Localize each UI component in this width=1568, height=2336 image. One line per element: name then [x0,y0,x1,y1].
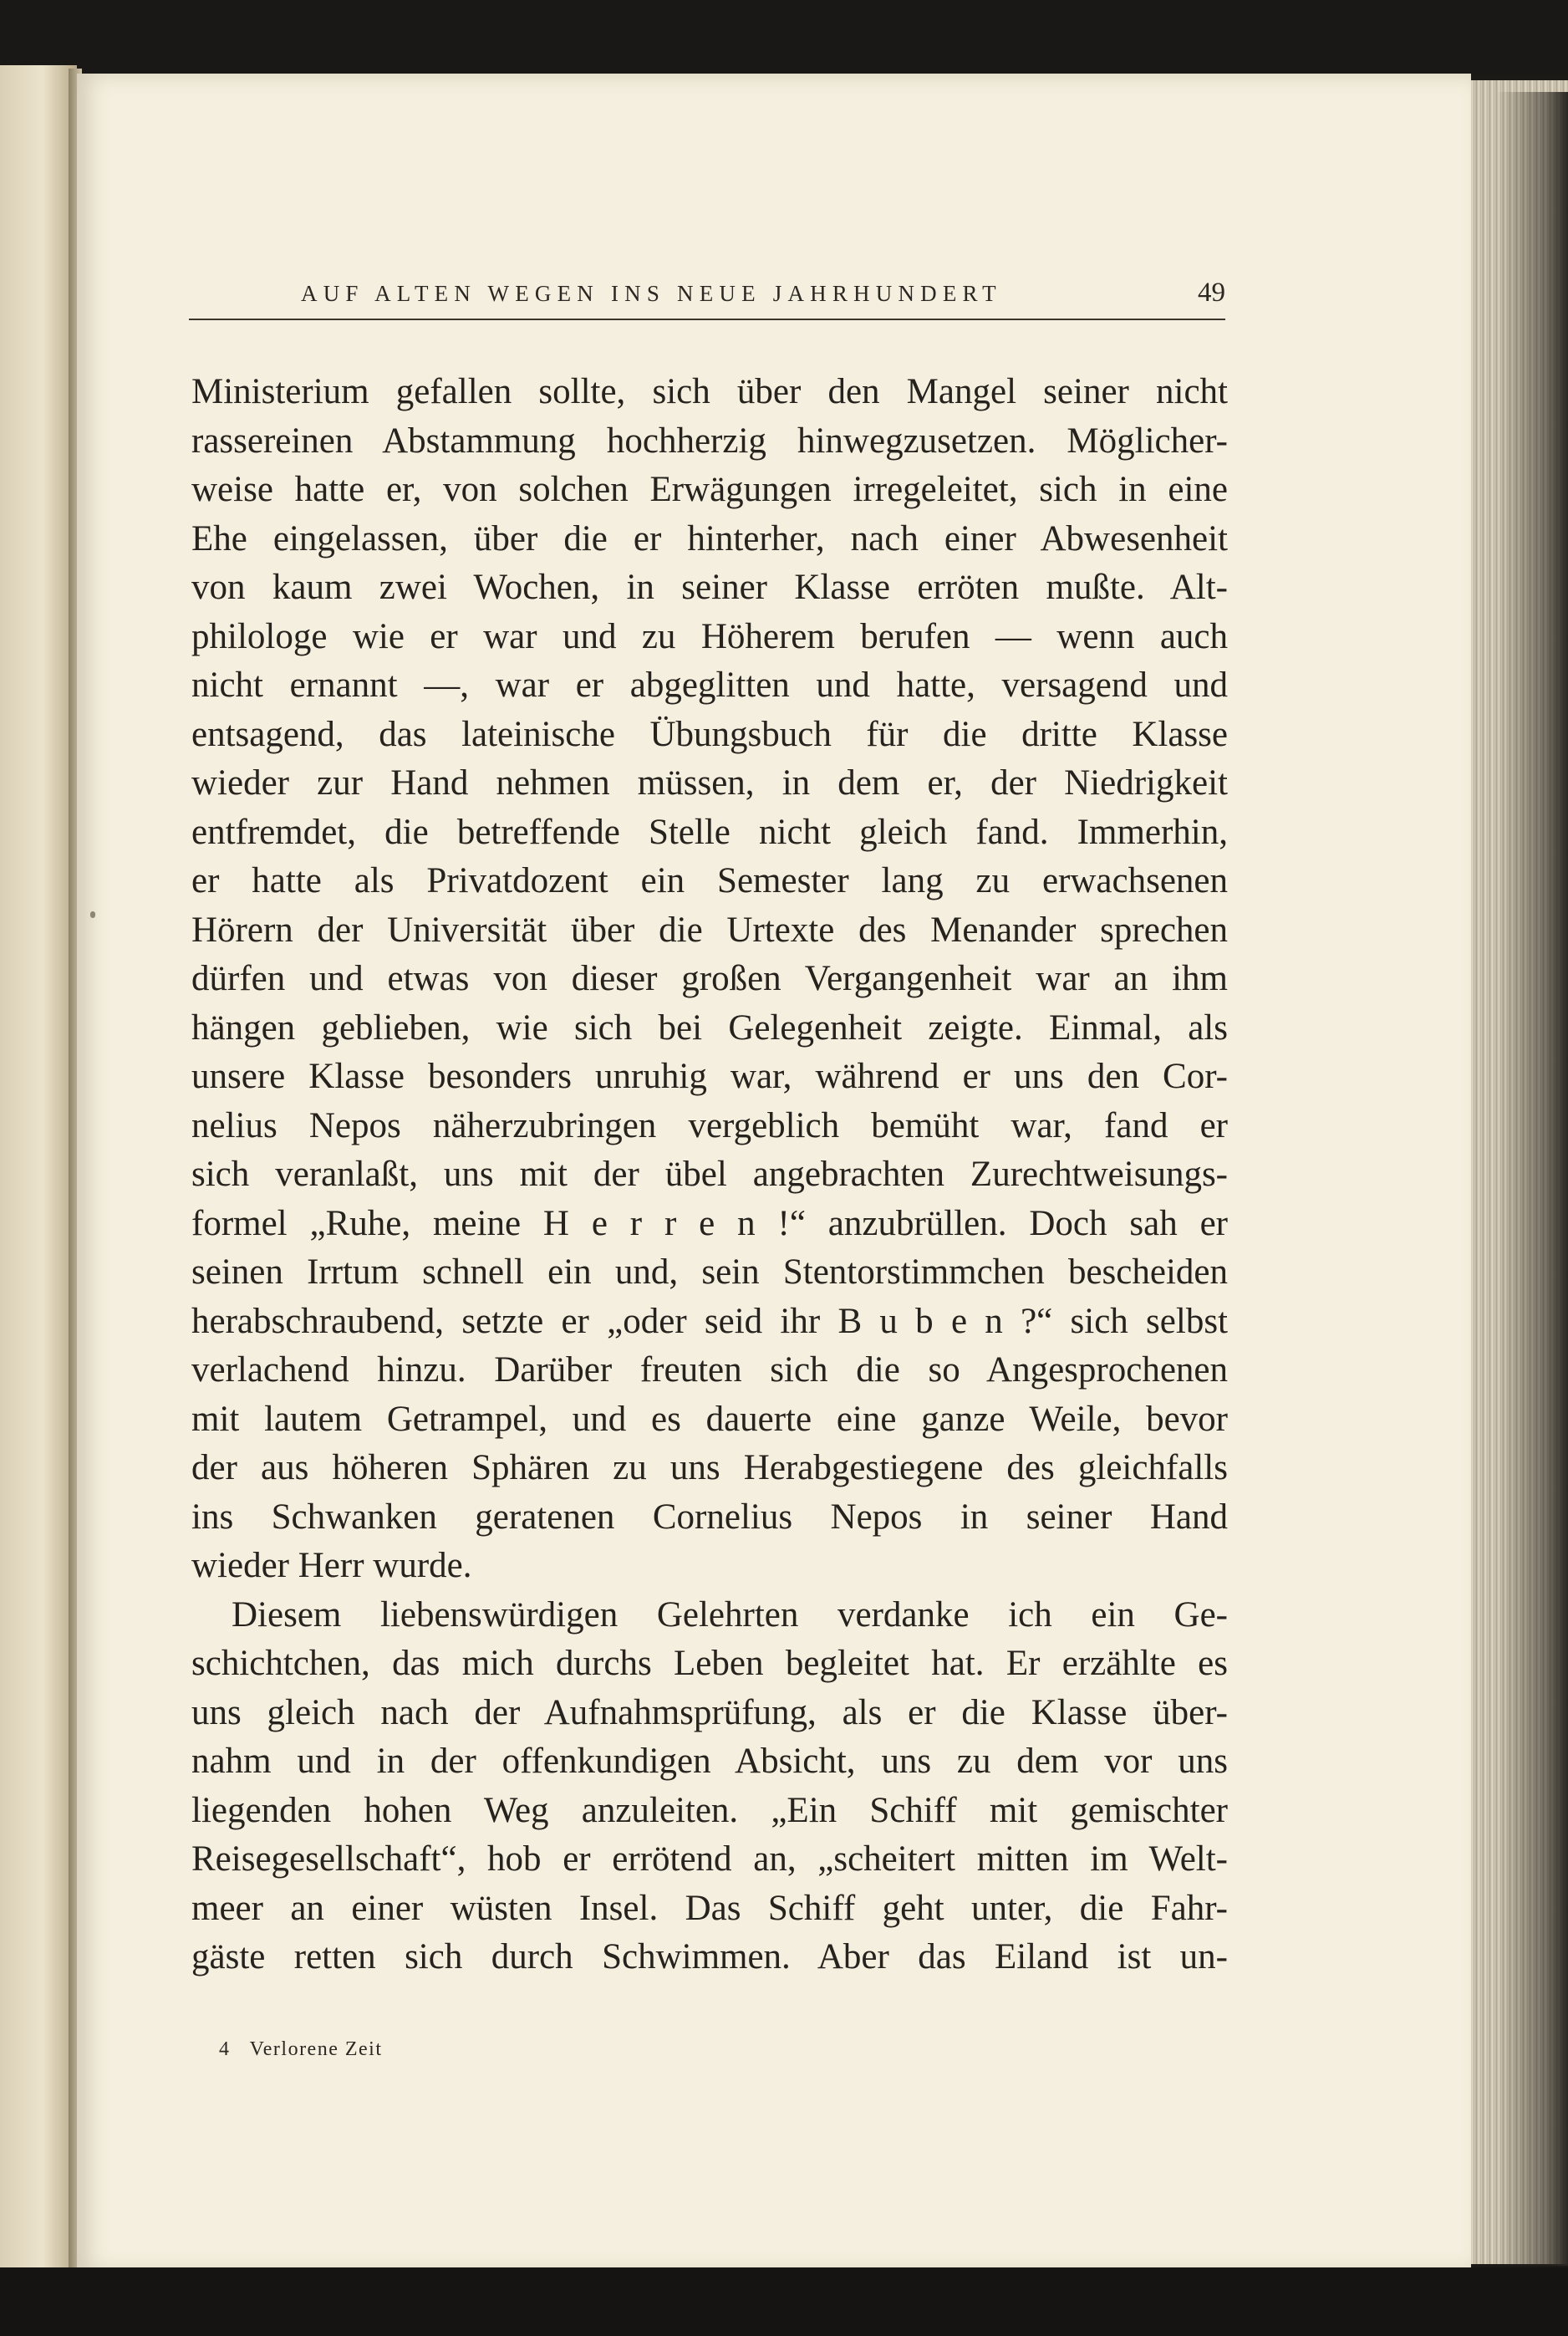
facing-page-edge [0,65,77,2272]
text-line: weise hatte er, von solchen Erwägungen irregeleitet, sich in eine [191,470,1228,509]
text-line: Hörern der Universität über die Urtexte des Menander sprechen [191,910,1228,950]
text-line: von kaum zwei Wochen, in seiner Klasse erröten mußte. Alt- [191,568,1228,607]
text-line: dürfen und etwas von dieser großen Vergangenheit war an ihm [191,959,1228,998]
text-line: hängen geblieben, wie sich bei Gelegenheit zeigte. Einmal, als [191,1007,1228,1048]
scan-background-top [0,0,1568,75]
text-line: ins Schwanken geratenen Cornelius Nepos in seiner Hand [191,1497,1228,1537]
text-line: rassereinen Abstammung hochherzig hinwegzusetzen. Möglicher- [191,421,1228,461]
text-line: nahm und in der offenkundigen Absicht, uns zu dem vor uns [191,1742,1228,1781]
text-line-paragraph-start: Diesem liebenswürdigen Gelehrten verdanke ich ein Ge- [232,1594,1228,1635]
paper-speck [90,911,95,918]
text-line: seinen Irrtum schnell ein und, sein Stentorstimmchen bescheiden [191,1252,1228,1292]
header-rule [189,319,1225,320]
text-line: verlachend hinzu. Darüber freuten sich die so Angesprochenen [191,1350,1228,1390]
text-line: herabschraubend, setzte er „oder seid ihr B u b e n ?“ sich selbst [191,1301,1228,1341]
text-line: unsere Klasse besonders unruhig war, während er uns den Cor- [191,1057,1228,1096]
text-line: sich veranlaßt, uns mit der übel angebrachten Zurechtweisungs- [191,1155,1228,1194]
scan-background-bottom [0,2267,1568,2336]
text-line: uns gleich nach der Aufnahmsprüfung, als er die Klasse über- [191,1692,1228,1732]
text-line: nicht ernannt —, war er abgeglitten und hatte, versagend und [191,666,1228,705]
text-line: gäste retten sich durch Schwimmen. Aber das Eiland ist un- [191,1937,1228,1976]
text-line: Reisegesellschaft“, hob er errötend an, „scheitert mitten im Welt- [191,1839,1228,1879]
text-line: er hatte als Privatdozent ein Semester lang zu erwachsenen [191,861,1228,900]
signature-mark [219,2038,383,2061]
text-line: der aus höheren Sphären zu uns Herabgestiegene des gleichfalls [191,1448,1228,1487]
body-text [191,368,1228,1982]
page-number: 49 [1198,278,1225,308]
text-line: Ehe eingelassen, über die er hinterher, nach einer Abwesenheit [191,518,1228,558]
running-title: AUF ALTEN WEGEN INS NEUE JAHRHUNDERT [301,281,1002,306]
text-line: entfremdet, die betreffende Stelle nicht gleich fand. Immerhin, [191,812,1228,852]
text-line: meer an einer wüsten Insel. Das Schiff geht unter, die Fahr- [191,1888,1228,1928]
text-line: nelius Nepos näherzubringen vergeblich bemüht war, fand er [191,1105,1228,1145]
text-line: liegenden hohen Weg anzuleiten. „Ein Schiff mit gemischter [191,1790,1228,1830]
text-line: entsagend, das lateinische Übungsbuch für die dritte Klasse [191,714,1228,754]
text-line: schichtchen, das mich durchs Leben begleitet hat. Er erzählte es [191,1644,1228,1683]
text-line: philologe wie er war und zu Höherem berufen — wenn auch [191,616,1228,656]
fore-edge-shadow [1496,92,1568,2266]
text-line: wieder zur Hand nehmen müssen, in dem er, der Niedrigkeit [191,763,1228,803]
signature-number: 4 [219,2038,231,2060]
text-line: Ministerium gefallen sollte, sich über den Mangel seiner nicht [191,372,1228,411]
text-line: mit lautem Getrampel, und es dauerte eine ganze Weile, bevor [191,1399,1228,1439]
text-line-paragraph-end: wieder Herr wurde. [191,1546,472,1585]
text-line: formel „Ruhe, meine H e r r e n !“ anzubrüllen. Doch sah er [191,1203,1228,1243]
signature-title: Verlorene Zeit [249,2038,383,2060]
running-head [189,278,1225,318]
